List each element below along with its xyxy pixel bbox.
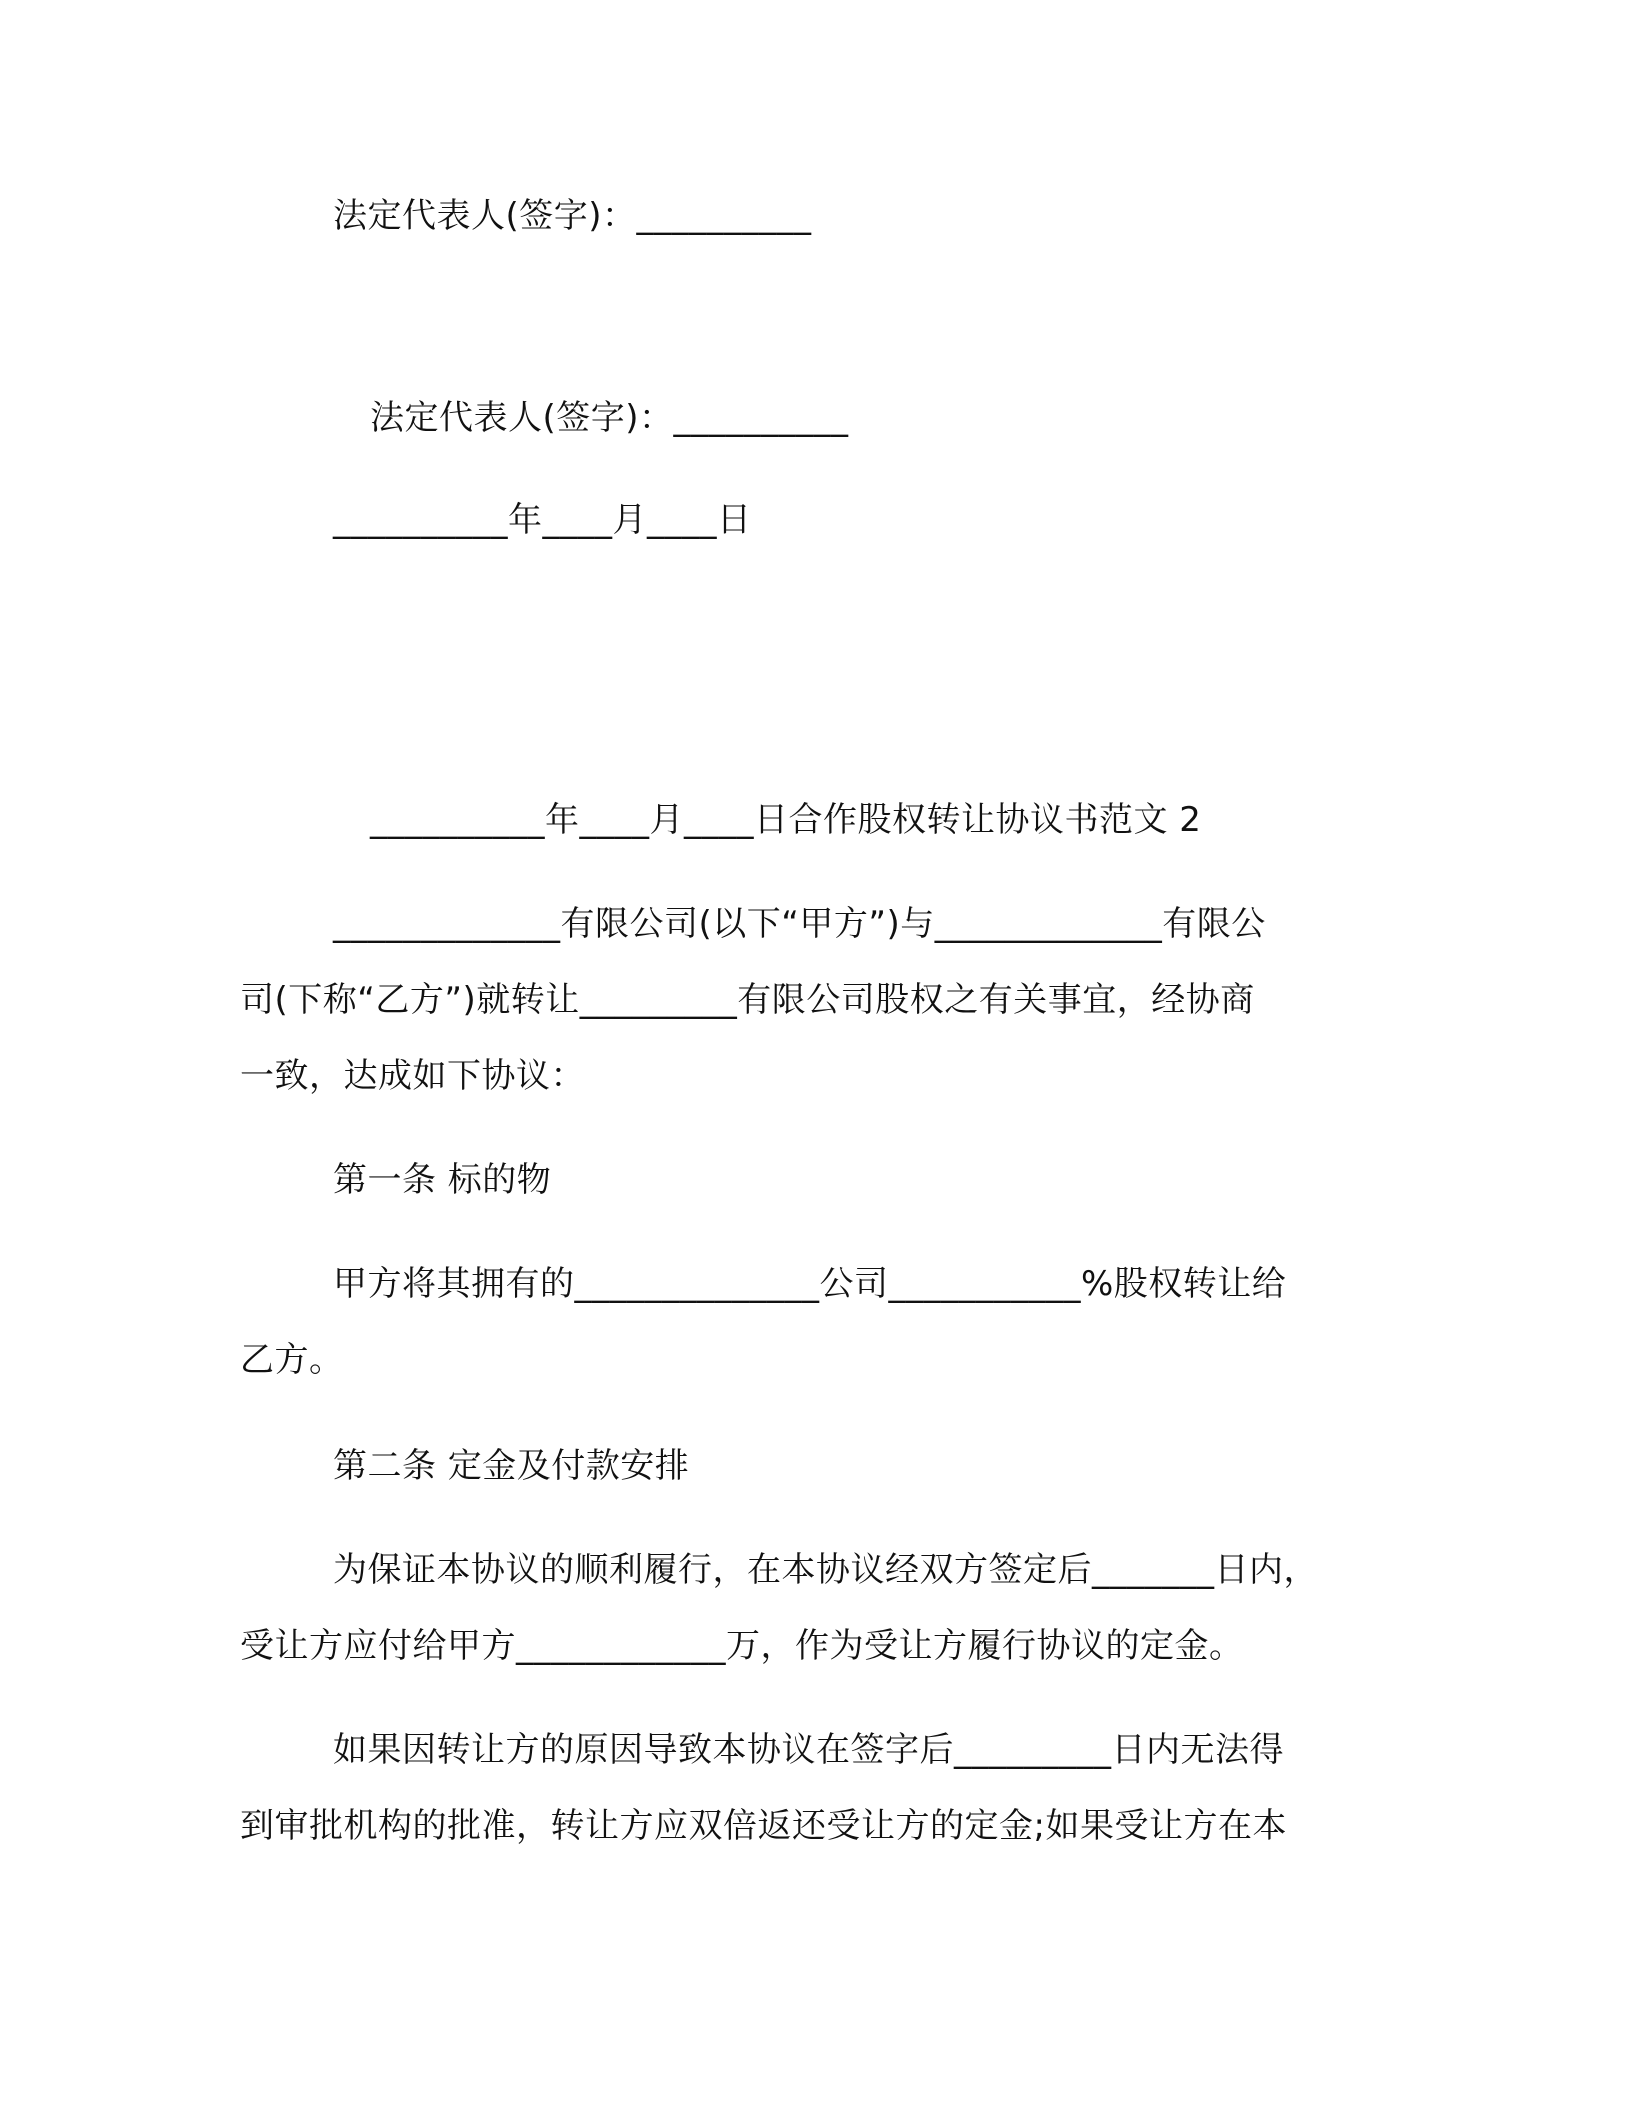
document-title: __________年____月____日合作股权转让协议书范文 2 (370, 800, 1202, 840)
intro-line-2: 司(下称“乙方”)就转让_________有限公司股权之有关事宜，经协商 (240, 980, 1255, 1020)
article-2-paragraph-1-line-2: 受让方应付给甲方____________万，作为受让方履行协议的定金。 (240, 1626, 1244, 1666)
legal-rep-signature-line-2: 法定代表人(签字)：__________ (370, 398, 849, 438)
signature-date-line: __________年____月____日 (333, 500, 752, 540)
article-1-line-2: 乙方。 (240, 1340, 344, 1380)
article-2-paragraph-2-line-2: 到审批机构的批准，转让方应双倍返还受让方的定金;如果受让方在本 (240, 1806, 1287, 1846)
article-1-heading: 第一条 标的物 (333, 1160, 552, 1200)
article-2-heading: 第二条 定金及付款安排 (333, 1446, 690, 1486)
article-2-paragraph-1-line-1: 为保证本协议的顺利履行，在本协议经双方签定后_______日内， (333, 1550, 1318, 1590)
article-1-line-1: 甲方将其拥有的______________公司___________%股权转让给 (333, 1264, 1287, 1304)
intro-line-1: _____________有限公司(以下“甲方”)与_____________有限公 (333, 904, 1266, 944)
legal-rep-signature-line-1: 法定代表人(签字)：__________ (333, 196, 812, 236)
intro-line-3: 一致，达成如下协议： (240, 1056, 585, 1096)
article-2-paragraph-2-line-1: 如果因转让方的原因导致本协议在签字后_________日内无法得 (333, 1730, 1284, 1770)
